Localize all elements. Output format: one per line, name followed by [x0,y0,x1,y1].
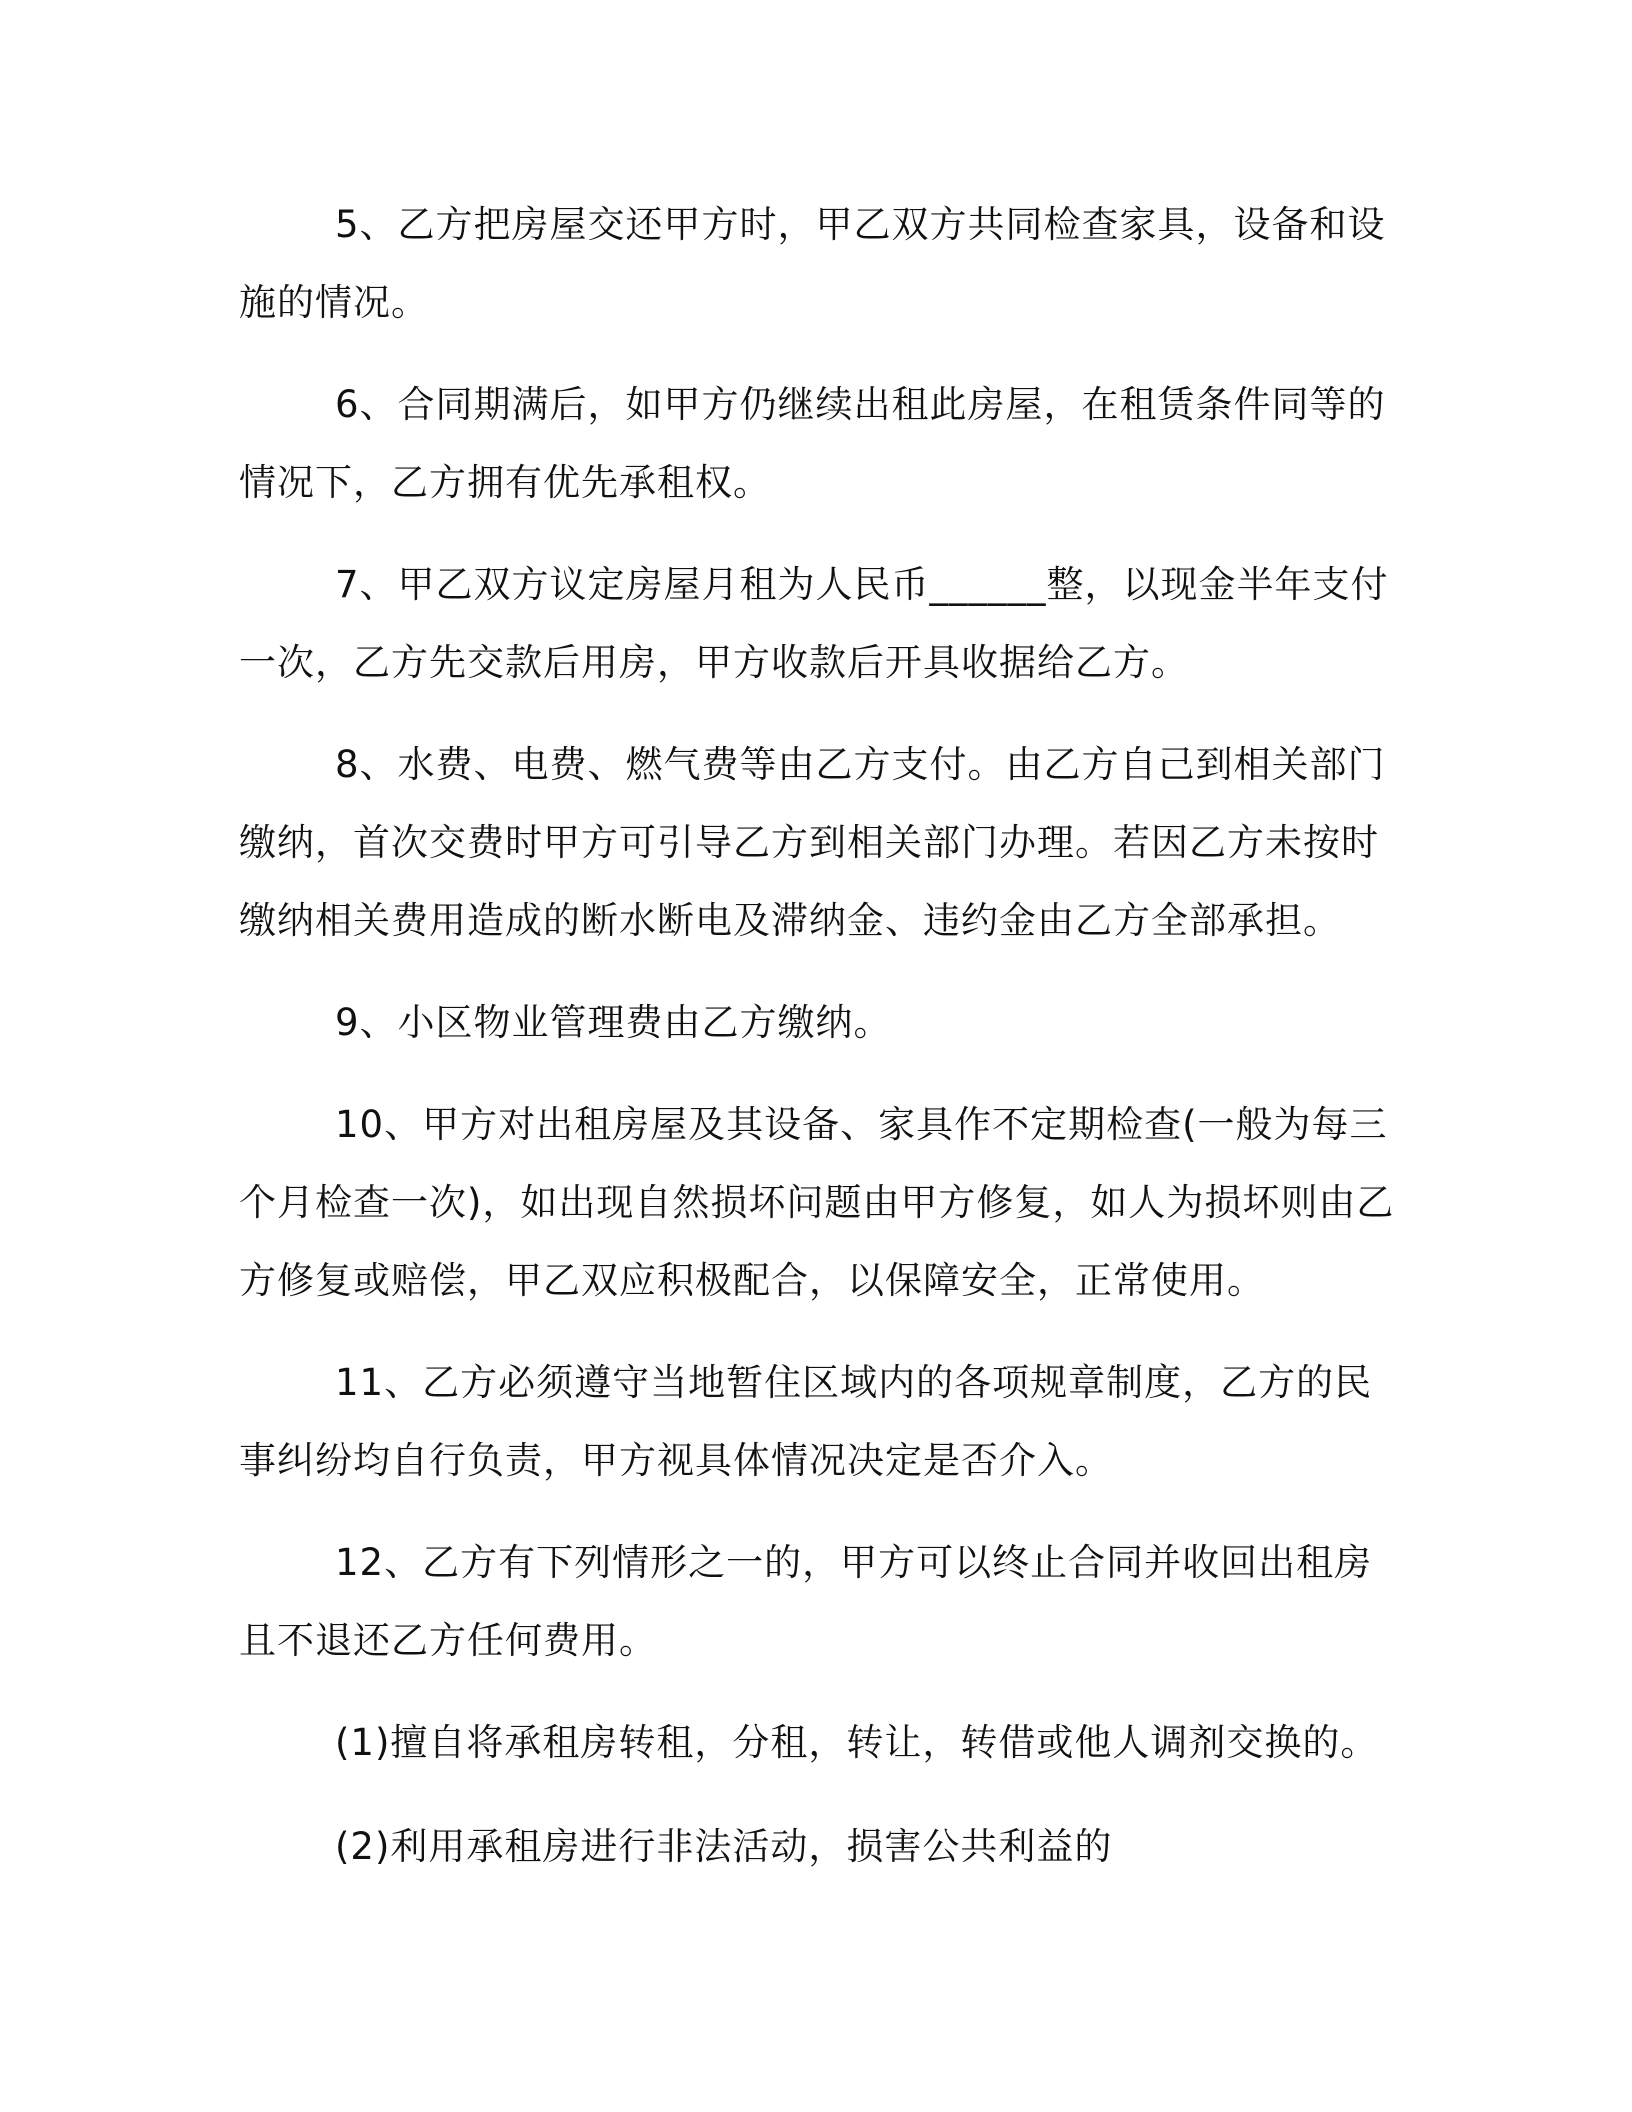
clause-10: 10、甲方对出租房屋及其设备、家具作不定期检查(一般为每三个月检查一次)，如出现自然损坏问题由甲方修复，如人为损坏则由乙方修复或赔偿，甲乙双应积极配合，以保障安全，正常使用。 [239,1103,1395,1302]
clause-12-item-2: (2)利用承租房进行非法活动，损害公共利益的 [335,1825,1113,1868]
document-body [239,186,1399,1912]
clause-6: 6、合同期满后，如甲方仍继续出租此房屋，在租赁条件同等的情况下，乙方拥有优先承租权。 [239,383,1386,504]
clause-8: 8、水费、电费、燃气费等由乙方支付。由乙方自己到相关部门缴纳，首次交费时甲方可引导乙方到相关部门办理。若因乙方未按时缴纳相关费用造成的断水断电及滞纳金、违约金由乙方全部承担。 [239,743,1386,942]
clause-11: 11、乙方必须遵守当地暂住区域内的各项规章制度，乙方的民事纠纷均自行负责，甲方视具体情况决定是否介入。 [239,1361,1373,1482]
clause-5: 5、乙方把房屋交还甲方时，甲乙双方共同检查家具，设备和设施的情况。 [239,203,1386,324]
clause-12: 12、乙方有下列情形之一的，甲方可以终止合同并收回出租房且不退还乙方任何费用。 [239,1541,1373,1662]
clause-7: 7、甲乙双方议定房屋月租为人民币______整，以现金半年支付一次，乙方先交款后用房，甲方收款后开具收据给乙方。 [239,563,1389,684]
clause-9: 9、小区物业管理费由乙方缴纳。 [335,1001,892,1044]
clause-12-item-1: (1)擅自将承租房转租，分租，转让，转借或他人调剂交换的。 [335,1721,1379,1764]
